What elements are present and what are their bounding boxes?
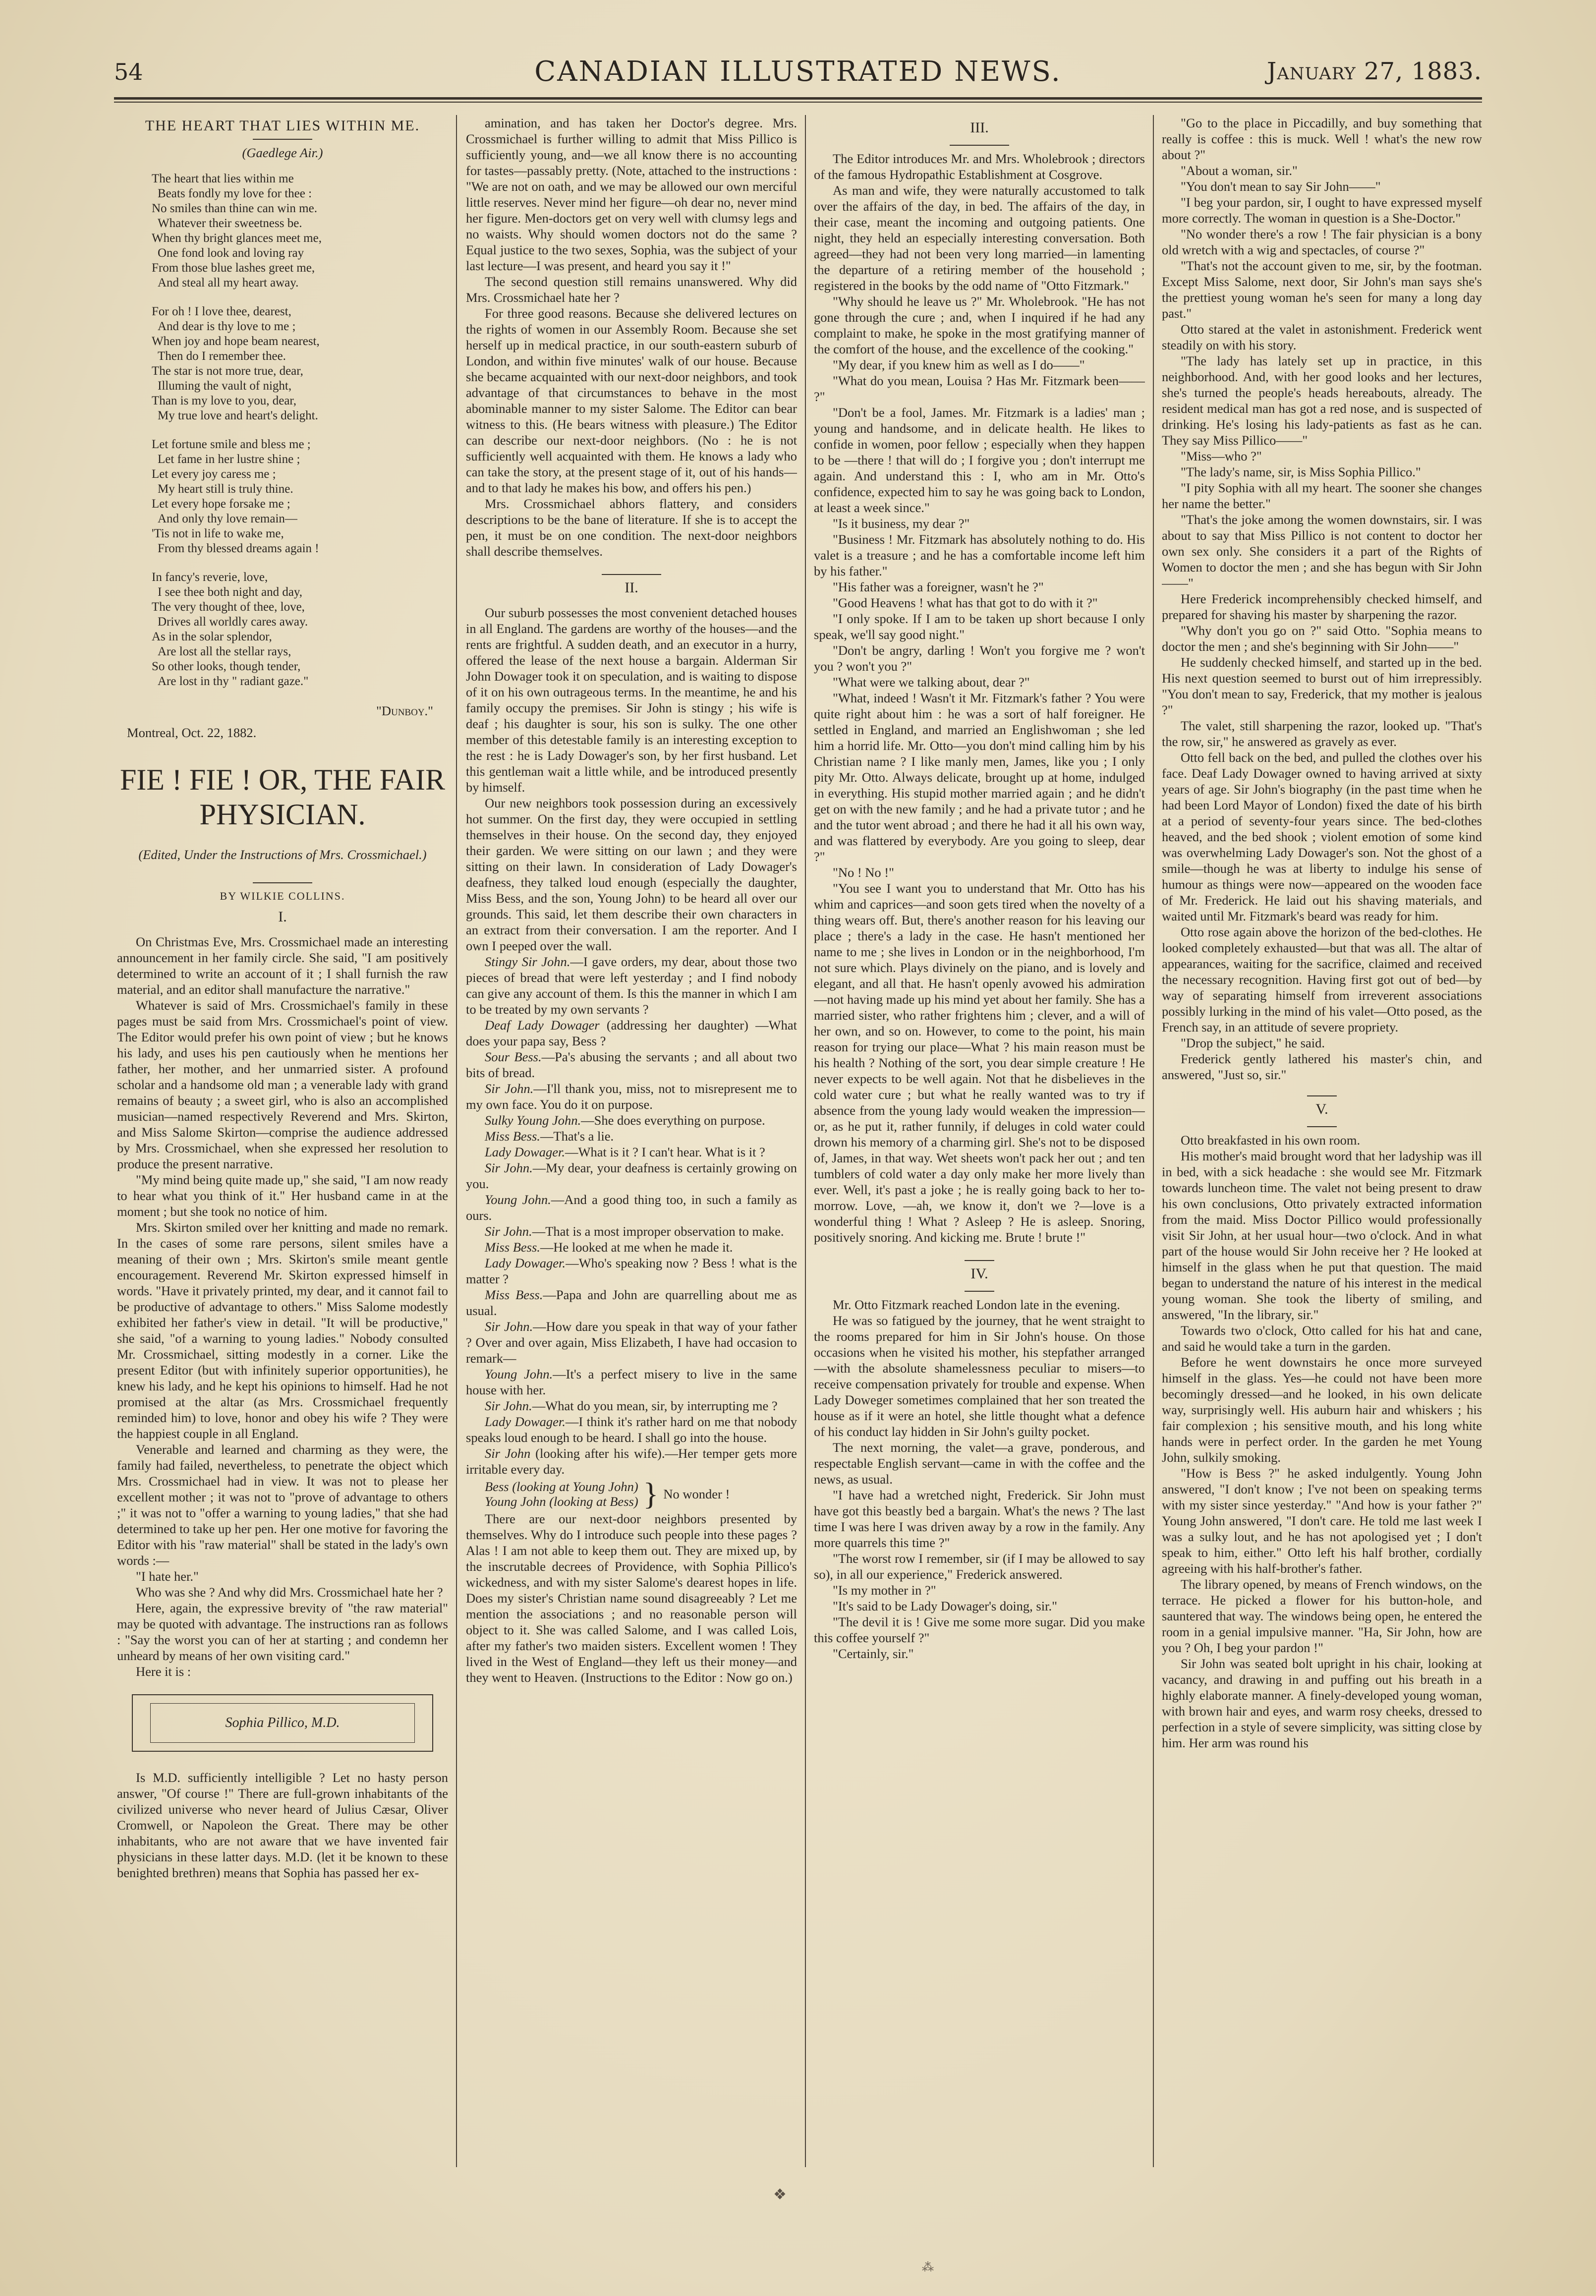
speech: —Papa and John are quarrelling about me as usual. xyxy=(466,1287,797,1318)
column-divider xyxy=(805,115,806,2167)
speaker-name: Sir John. xyxy=(485,1319,533,1334)
speech: —What do you mean, sir, by interrupting me ? xyxy=(532,1398,778,1413)
speaker-name: Lady Dowager. xyxy=(485,1145,565,1159)
divider xyxy=(950,145,1009,146)
story-editor-note: (Edited, Under the Instructions of Mrs. Crossmichael.) xyxy=(138,847,427,862)
paragraph: Who was she ? And why did Mrs. Crossmichael hate her ? xyxy=(136,1585,443,1600)
paragraph: The Editor introduces Mr. and Mrs. Wholebrook ; directors of the famous Hydropathic Establishment at Cosgrove. xyxy=(814,151,1145,182)
dialogue-line xyxy=(466,1366,797,1398)
speech: —I think it's rather hard on me that nobody speaks loud enough to be heard. I shall go into the house. xyxy=(466,1414,797,1445)
poem-line: Let every joy caress me ; xyxy=(152,467,276,481)
paragraph: "Why should he leave us ?" Mr. Wholebrook. "He has not gone through the cure ; and, when I inquired if he had any complaint to make, he spoke in the most gratifying manner of the comfort of the house, and the excellence of the cooking." xyxy=(814,294,1145,356)
paragraph: "You see I want you to understand that Mr. Otto has his whim and caprices—and soon gets tired when the novelty of a thing wears off. But, there's another reason for his leaving our place ; there's a lady in the case. He hasn't mentioned her name to me ; she lives in London or in the neighborhood, I'm not sure which. Plays divinely on the piano, and is lovely and elegant, and all that. He hasn't openly avowed his admiration—not having made up his mind yet about her family. She has a married sister, who rather frightens him ; clever, and a will of her own, and so on. However, to come to the point, his main reason for trying our place—What ? his main reason must be his health ? Nothing of the sort, you dear simple creature ! He never expects to be well again. Not that he disbelieves in the cold water cure ; but what he really wanted was to try if absence from the young lady would weaken the impression—or, as he put it, rather funnily, if deluges in cold water could drown his memory of a charming girl. She's not to be disposed of, James, in that way. Wet sheets won't pack her out ; and ten tumblers of cold water a day only make her more lively than ever. Well, it's past a joke ; he is really going back to her to-morrow. Love, —ah, we know it, don't we ?—love is a wonderful thing ! What ? Asleep ? He is asleep. Snoring, positively snoring. And kicking me. Brute ! brute !" xyxy=(814,881,1145,1245)
paragraph: "Go to the place in Piccadilly, and buy something that really is coffee : this is muck. Well ! what's the new row about ?" xyxy=(1162,115,1482,162)
paragraph: Here, again, the expressive brevity of "the raw material" may be quoted with advantage. The instructions ran as follows : "Say the worst you can of her at starting ; and condemn her unheard by means of her own visiting card." xyxy=(117,1601,448,1663)
paragraph: "I have had a wretched night, Frederick. Sir John must have got this beastly bed a bargain. What's the news ? The last time I was here I was driven away by a row in the family. Any more quarrels this time ?" xyxy=(814,1488,1145,1550)
speech: —I gave orders, my dear, about those two pieces of bread that were left yesterday ; and I find nobody can give any account of them. Is this the manner in which I am to be treated by my own servants ? xyxy=(466,954,797,1017)
paragraph: Is M.D. sufficiently intelligible ? Let no hasty person answer, "Of course !" There are full-grown inhabitants of the civilized universe who never heard of Julius Cæsar, Oliver Cromwell, or Napoleon the Great. There may be other inhabitants, who are not aware that we have invented fair physicians in these latter days. M.D. (let it be known to these benighted brethren) means that Sophia has passed her ex- xyxy=(117,1770,448,1880)
dialogue-line xyxy=(466,1144,797,1160)
divider xyxy=(965,1291,994,1292)
paragraph: Whatever is said of Mrs. Crossmichael's family in these pages must be said from Mrs. Crossmichael's point of view. The Editor would prefer his own point of view ; but he knows his lady, and uses his pen cautiously when he mentions her father, her mother, and her unmarried sister. A profound scholar and a handsome old man ; a venerable lady with grand remains of beauty ; a sweet girl, who is also an accomplished musician—named respectively Reverend and Mrs. Skirton, and Miss Salome Skirton—comprise the audience addressed by Mrs. Crossmichael, when she expressed her resolution to produce the present narrative. xyxy=(117,998,448,1171)
speech: —I'll thank you, miss, not to misrepresent me to my own face. You do it on purpose. xyxy=(466,1081,797,1112)
poem-dateline: Montreal, Oct. 22, 1882. xyxy=(127,725,257,740)
speech: —She does everything on purpose. xyxy=(581,1113,765,1128)
dialogue-line xyxy=(466,1398,797,1414)
poem-line: When thy bright glances meet me, xyxy=(152,231,322,245)
paragraph: "The worst row I remember, sir (if I may be allowed to say so), in all our experience," Frederick answered. xyxy=(814,1551,1145,1582)
poem-line: Than is my love to you, dear, xyxy=(152,394,296,407)
speech: (addressing her daughter) —What does your papa say, Bess ? xyxy=(466,1018,797,1048)
poem-line: As in the solar splendor, xyxy=(152,630,272,643)
dialogue-line xyxy=(466,1128,797,1144)
poem-stanza xyxy=(152,172,448,290)
poem-line: 'Tis not in life to wake me, xyxy=(152,527,284,540)
paragraph: There are our next-door neighbors presented by themselves. Why do I introduce such people into these pages ? Alas ! I am not able to keep them out. They are mixed up, by the inscrutable decrees of Providence, with Sophia Pillico's wickedness, and with my sister Salome's dearest hopes in life. Does my sister's Christian name sound disagreeably ? Let me mention the associations ; and no reasonable person will object to it. She was called Salome, and I was called Lois, after my father's two maiden sisters. Excellent women ! They lived in the West of England—they left us their money—and they went to Heaven. (Instructions to the Editor : Now go on.) xyxy=(466,1511,797,1685)
poem-line: From thy blessed dreams again ! xyxy=(158,542,319,555)
chapter-text xyxy=(117,1770,448,1881)
speaker-name: Miss Bess. xyxy=(485,1129,540,1144)
divider xyxy=(253,882,312,883)
speaker-name: Miss Bess. xyxy=(485,1287,543,1302)
dialogue-line xyxy=(466,1287,797,1319)
poem-line: Are lost all the stellar rays, xyxy=(158,645,291,658)
chapter-text xyxy=(1162,1132,1482,1751)
paragraph: Mrs. Crossmichael abhors flattery, and considers descriptions to be the bane of literature. If she is to accept the pen, it must be on one condition. The next-door neighbors shall describe themselves. xyxy=(466,496,797,559)
poem-line: Let fortune smile and bless me ; xyxy=(152,438,311,451)
paragraph: Otto rose again above the horizon of the bed-clothes. He looked completely exhausted—but that was all. The altar of appearances, waiting for the sacrifice, claimed and received the necessary recognition. Having first got out of bed—by way of separating himself from irreverent associations possibly lurking in the mind of his valet—Otto posed, as the French say, in an attitude of severe propriety. xyxy=(1162,924,1482,1034)
chapter-text xyxy=(466,605,797,954)
poem-line: Drives all worldly cares away. xyxy=(158,615,308,629)
paragraph: Mrs. Skirton smiled over her knitting and made no remark. In the cases of some rare persons, silent smiles have a meaning of their own ; Mrs. Skirton's smile meant gentle encouragement. Reverend Mr. Skirton expressed himself in words. "Have it privately printed, my dear, and it cannot fail to be productive of advantage to others." Miss Salome modestly exhibited her father's view in detail. "It will be productive," she said, "of a warning to young ladies." Nobody consulted Mr. Crossmichael, sitting modestly in a corner. Like the present Editor (but with infinitely superior opportunities), he knew his lady, and he kept his opinions to himself. Had he not promised at the altar (as Mrs. Crossmichael frequently reminded him) to love, honor and obey his wife ? They were the happiest couple in all England. xyxy=(117,1220,448,1441)
chapter-heading: IV. xyxy=(970,1265,988,1282)
poem-line: For oh ! I love thee, dearest, xyxy=(152,305,291,318)
paragraph: On Christmas Eve, Mrs. Crossmichael made an interesting announcement in her family circle. She said, "I am positively determined to write an account of it ; I shall furnish the raw material, and an editor shall manufacture the narrative." xyxy=(117,934,448,997)
paragraph: He was so fatigued by the journey, that he went straight to the rooms prepared for him in Sir John's house. On those occasions when he visited his mother, his stepfather arranged—with the absolute shamelessness peculiar to misers—to receive compensation privately for trouble and expense. When Lady Doweger sometimes complained that her son treated the house as if it were an hotel, she little thought what a defence of his conduct lay hidden in Sir John's guilty pocket. xyxy=(814,1313,1145,1439)
paragraph: Otto breakfasted in his own room. xyxy=(1181,1133,1361,1148)
poem-line: When joy and hope beam nearest, xyxy=(152,335,320,348)
divider xyxy=(602,574,661,575)
speaker-name: Lady Dowager. xyxy=(485,1414,566,1429)
dialogue-line xyxy=(466,1049,797,1081)
poem-line: Whatever their sweetness be. xyxy=(158,217,302,230)
speaker-name: Deaf Lady Dowager xyxy=(485,1018,600,1033)
poem-stanza xyxy=(152,304,448,423)
chapter-text xyxy=(814,1297,1145,1662)
brace: } xyxy=(643,1476,659,1511)
paragraph: "You don't mean to say Sir John——" xyxy=(1181,179,1381,194)
poem-line: Illuming the vault of night, xyxy=(158,379,292,393)
paragraph: "Drop the subject," he said. xyxy=(1181,1035,1325,1050)
paragraph: "I only spoke. If I am to be taken up short because I only speak, we'll say good night." xyxy=(814,611,1145,642)
poem-title: THE HEART THAT LIES WITHIN ME. xyxy=(145,117,420,134)
dialogue-line xyxy=(466,1239,797,1255)
poem-line: Are lost in thy " radiant gaze." xyxy=(158,675,309,688)
poem-line: One fond look and loving ray xyxy=(158,246,304,260)
paragraph: "No wonder there's a row ! The fair physician is a bony old wretch with a wig and spectacles, of course ?" xyxy=(1162,227,1482,257)
paragraph: Our new neighbors took possession during an excessively hot summer. On the first day, they were occupied in settling themselves in their house. On the second day, they enjoyed their garden. We were sitting on our lawn ; and they were sitting on their lawn. In consideration of Lady Dowager's deafness, they talked loud enough (especially the daughter, Miss Bess, and the son, Young John) to be heard all over our grounds. This said, let them describe their own characters in an extract from their conversation. I am the reporter. And I own I peeped over the wall. xyxy=(466,796,797,953)
paragraph: Otto stared at the valet in astonishment. Frederick went steadily on with his story. xyxy=(1162,322,1482,352)
paragraph: "The devil it is ! Give me some more sugar. Did you make this coffee yourself ?" xyxy=(814,1614,1145,1645)
printer-ornament: ⁂ xyxy=(922,2260,934,2274)
paragraph: "About a woman, sir." xyxy=(1181,163,1298,178)
speech: —It's a perfect misery to live in the same house with her. xyxy=(466,1367,797,1397)
column-divider xyxy=(456,115,457,2167)
paragraph: Here it is : xyxy=(136,1664,191,1679)
paragraph: "My dear, if you knew him as well as I do——" xyxy=(833,357,1085,372)
paragraph: The next morning, the valet—a grave, ponderous, and respectable English servant—came in with the coffee and the news, as usual. xyxy=(814,1440,1145,1487)
printer-ornament: ❖ xyxy=(773,2186,787,2203)
speech: —That is a most improper observation to make. xyxy=(532,1224,784,1239)
poem-air: (Gaedlege Air.) xyxy=(242,145,323,160)
paragraph: "I beg your pardon, sir, I ought to have expressed myself more correctly. The woman in question is a She-Doctor." xyxy=(1162,195,1482,226)
paragraph: Here Frederick incomprehensibly checked himself, and prepared for shaving his master by sharpening the razor. xyxy=(1162,591,1482,622)
dialogue-line xyxy=(466,1160,797,1192)
speaker-name: Lady Dowager. xyxy=(485,1256,566,1270)
dialogue-line xyxy=(466,1319,797,1366)
paragraph: "No ! No !" xyxy=(833,865,894,880)
poem-stanzas xyxy=(117,172,448,689)
chapter-heading: I. xyxy=(278,909,287,925)
column-1 xyxy=(117,115,448,2172)
speech: —How dare you speak in that way of your father ? Over and over again, Miss Elizabeth, I have had occasion to remark— xyxy=(466,1319,797,1366)
poem-line: Then do I remember thee. xyxy=(158,349,286,363)
paragraph: Venerable and learned and charming as they were, the family had failed, nevertheless, to penetrate the object which Mrs. Crossmichael had in view. It was not to please her excellent mother ; it was not to "prove of advantage to others ;" it was not to "offer a warning to young ladies," that she had determined to take up her pen. Her one motive for favoring the Editor with his "raw material" shall be stated in the lady's own words :— xyxy=(117,1442,448,1568)
paragraph: "Miss—who ?" xyxy=(1181,449,1262,463)
dialogue xyxy=(466,954,797,1477)
poem-line: I see thee both night and day, xyxy=(158,585,303,599)
paragraph: "It's said to be Lady Dowager's doing, sir." xyxy=(833,1599,1057,1613)
paragraph: "Is it business, my dear ?" xyxy=(833,516,970,531)
paragraph: His mother's maid brought word that her ladyship was ill in bed, with a sick headache : she would see Mr. Fitzmark towards luncheon time. The valet not being present to draw his own conclusions, Otto privately extracted information from the maid. Miss Doctor Pillico would professionally visit Sir John, at her usual hour—two o'clock. And in what part of the house would Sir John receive her ? He looked at himself in the glass when he put that question. The maid began to understand the nature of his interest in the medical young woman. She took the liberty of smiling, and answered, "In the library, sir." xyxy=(1162,1148,1482,1322)
poem-line: Let fame in her lustre shine ; xyxy=(158,453,300,466)
speaker-name: Sulky Young John. xyxy=(485,1113,581,1128)
column-3 xyxy=(814,115,1145,2172)
page-number: 54 xyxy=(114,58,143,85)
paragraph: "Don't be angry, darling ! Won't you forgive me ? won't you ? won't you ?" xyxy=(814,643,1145,674)
speech: —My dear, your deafness is certainly growing on you. xyxy=(466,1160,797,1191)
paragraph: "Why don't you go on ?" said Otto. "Sophia means to doctor the men ; and she's beginning with Sir John——" xyxy=(1162,623,1482,654)
chapter-text xyxy=(814,151,1145,1245)
dialogue-line xyxy=(466,1223,797,1239)
paragraph: Towards two o'clock, Otto called for his hat and cane, and said he would take a turn in the garden. xyxy=(1162,1323,1482,1354)
speaker-name: Sir John. xyxy=(485,1398,532,1413)
column-divider xyxy=(1153,115,1154,2167)
poem-signature: "Dunboy." xyxy=(376,703,433,718)
poem-line: My heart still is truly thine. xyxy=(158,482,293,496)
poem-line: From those blue lashes greet me, xyxy=(152,261,315,275)
paragraph: "What, indeed ! Wasn't it Mr. Fitzmark's father ? You were quite right about him : he was a sort of half foreigner. He settled in England, and married an Englishwoman ; she led him a horrid life. Mr. Otto—you don't mind calling him by his Christian name ? I like manly men, James, like you ; I only pity Mr. Otto. Always delicate, brought up at home, indulged in everything. His stupid mother married again ; and he didn't get on with the new family ; and he had a private tutor ; and he and the tutor went abroad ; and there he had it all his own way, and was flattered by everybody. Are you going to sleep, dear ?" xyxy=(814,690,1145,864)
visiting-card xyxy=(132,1694,433,1752)
dialogue-line xyxy=(466,1414,797,1445)
speaker-name: Sir John xyxy=(485,1446,531,1461)
poem-line: Let every hope forsake me ; xyxy=(152,497,290,511)
header-rule-thin xyxy=(114,102,1482,103)
poem-stanza xyxy=(152,437,448,556)
paragraph: Sir John was seated bolt upright in his chair, looking at vacancy, and drawing in and puffing out his breath in a highly elaborate manner. A finely-developed young woman, with brown hair and eyes, and warm rosy cheeks, dressed to perfection in a style of severe simplicity, was sitting close by him. Her arm was round his xyxy=(1162,1656,1482,1750)
paragraph: "His father was a foreigner, wasn't he ?" xyxy=(833,579,1044,594)
paragraph: "My mind being quite made up," she said, "I am now ready to hear what you think of it." Her husband came in at the moment ; but she took no notice of him. xyxy=(117,1172,448,1219)
paragraph: Otto fell back on the bed, and pulled the clothes over his face. Deaf Lady Dowager owned to having arrived at sixty years of age. Sir John's biography (in the past time when he had been Lord Mayor of London) fixed the date of his birth at a period of seventy-four years since. The bed-clothes heaved, and the bed shook ; violent emotion of some kind was overwhelming Lady Dowager's son. Not the ghost of a smile—though he was at liberty to indulge his sense of humour as things were now—appeared on the wooden face of Mr. Frederick. He laid out his shaving materials, and waited until Mr. Fitzmark's beard was ready for him. xyxy=(1162,750,1482,923)
dialogue-line xyxy=(466,954,797,1017)
paragraph: "Don't be a fool, James. Mr. Fitzmark is a ladies' man ; young and handsome, and in delicate health. He likes to confide in women, poor fellow ; especially when they happen to be —there ! that will do ; I forgive you ; don't interrupt me again. And understand this : I, who am in Mr. Otto's confidence, expected him to say he was going back to London, at least a week since." xyxy=(814,405,1145,515)
divider xyxy=(1307,1095,1337,1096)
bracket-speech: No wonder ! xyxy=(663,1487,730,1501)
chapter-heading: V. xyxy=(1315,1101,1328,1117)
speech: —Pa's abusing the servants ; and all about two bits of bread. xyxy=(466,1049,797,1080)
speech: —He looked at me when he made it. xyxy=(540,1240,733,1255)
paragraph: "Is my mother in ?" xyxy=(833,1583,936,1598)
paragraph: "I hate her." xyxy=(136,1569,199,1584)
paragraph: Our suburb possesses the most convenient detached houses in all England. The gardens are worthy of the houses—and the rents are frightful. A sudden death, and an executor in a hurry, offered the lease of the next house a bargain. Alderman Sir John Dowager took it on speculation, and is waiting to dispose of it on his own outrageous terms. In the meantime, he and his family occupy the premises. Sir John is stingy ; his wife is deaf ; his daughter is sour, his son is sulky. The one other member of this detestable family is an interesting exception to the rest : he is Lady Dowager's son, by her first husband. Let this gentleman wait a little while, and be introduced presently by himself. xyxy=(466,605,797,795)
paragraph: The second question still remains unanswered. Why did Mrs. Crossmichael hate her ? xyxy=(466,274,797,305)
poem-line: And only thy love remain— xyxy=(158,512,297,525)
chapter-heading: II. xyxy=(625,579,638,596)
story-title: FIE ! FIE ! OR, THE FAIR PHYSICIAN. xyxy=(119,763,446,831)
poem-line: Beats fondly my love for thee : xyxy=(158,187,312,200)
paragraph: "How is Bess ?" he asked indulgently. Young John answered, "I don't know ; I've not been on speaking terms with my sister since yesterday." "And how is your father ?" Young John answered, "I don't care. He told me last week I was a sulky lout, and he has not apologised yet ; I don't speak to him, either." Otto left his half brother, cordially agreeing with his half-brother's father. xyxy=(1162,1466,1482,1576)
speech: —And a good thing too, in such a family as ours. xyxy=(466,1192,797,1223)
speaker-name: Stingy Sir John. xyxy=(485,954,570,969)
paragraph: "I pity Sophia with all my heart. The sooner she changes her name the better." xyxy=(1162,480,1482,511)
paragraph: "The lady's name, sir, is Miss Sophia Pillico." xyxy=(1181,464,1421,479)
speaker-name: Sour Bess. xyxy=(485,1049,542,1064)
bracket-line: Young John (looking at Bess) xyxy=(485,1494,638,1509)
paragraph: He suddenly checked himself, and started up in the bed. His next question seemed to burst out of him irrepressibly. "You don't mean to say, Frederick, that my mother is jealous ?" xyxy=(1162,655,1482,717)
chapter-heading: III. xyxy=(970,119,989,136)
speech: —What is it ? I can't hear. What is it ? xyxy=(565,1145,765,1159)
dialogue-line xyxy=(466,1112,797,1128)
speaker-name: Sir John. xyxy=(485,1224,532,1239)
poem-line: And steal all my heart away. xyxy=(158,276,299,289)
story-byline: BY WILKIE COLLINS. xyxy=(220,890,345,902)
column-2 xyxy=(466,115,797,2172)
dialogue-line xyxy=(466,1445,797,1477)
paragraph: "What do you mean, Louisa ? Has Mr. Fitzmark been—— ?" xyxy=(814,373,1145,404)
column-4 xyxy=(1162,115,1482,2172)
poem-line: My true love and heart's delight. xyxy=(158,409,318,422)
visiting-card-text: Sophia Pillico, M.D. xyxy=(150,1703,415,1743)
paragraph: amination, and has taken her Doctor's degree. Mrs. Crossmichael is further willing to admit that Miss Pillico is sufficiently young, and—we all know there is no accounting for tastes—passably pretty. (Note, attached to the instructions : "We are not on oath, and we may be allowed our own merciful little reserves. Never mind her figure—oh dear no, never mind her figure. Men-doctors get on very well with clumsy legs and no waists. Why should women doctors not do the same ? Equal justice to the two sexes, Sophia, was the subject of your last lecture—I was present, and heard you say it !" xyxy=(466,115,797,273)
bracket-dialogue xyxy=(485,1476,797,1511)
paragraph: "Good Heavens ! what has that got to do with it ?" xyxy=(833,595,1098,610)
dialogue-line xyxy=(466,1255,797,1287)
poem-line: The very thought of thee, love, xyxy=(152,600,305,614)
chapter-text xyxy=(466,1511,797,1685)
paragraph: The valet, still sharpening the razor, looked up. "That's the row, sir," he answered as gravely as ever. xyxy=(1162,718,1482,749)
paragraph: "What were we talking about, dear ?" xyxy=(833,675,1030,689)
poem-line: So other looks, though tender, xyxy=(152,660,301,673)
speaker-name: Sir John. xyxy=(485,1160,533,1175)
chapter-text xyxy=(466,115,797,559)
paragraph: As man and wife, they were naturally accustomed to talk over the affairs of the day, in bed. The affairs of the day, in their case, meant the incoming and outgoing patients. One night, they held an especially interesting conversation. Both agreed—they had not been very long married—in lamenting the departure of a retiring member of the household ; registered in the books by the odd name of "Otto Fitzmark." xyxy=(814,183,1145,293)
poem-line: The star is not more true, dear, xyxy=(152,364,303,378)
paragraph: Frederick gently lathered his master's chin, and answered, "Just so, sir." xyxy=(1162,1051,1482,1082)
paragraph: Mr. Otto Fitzmark reached London late in the evening. xyxy=(833,1297,1120,1312)
paragraph: The library opened, by means of French windows, on the terrace. He picked a flower for his button-hole, and sauntered that way. The windows being open, he entered the room in a genial impulsive manner. "Ha, Sir John, how are you ? Oh, I beg your pardon !" xyxy=(1162,1577,1482,1655)
chapter-text xyxy=(1162,115,1482,1083)
chapter-text xyxy=(117,934,448,1679)
speech: —Who's speaking now ? Bess ! what is the matter ? xyxy=(466,1256,797,1286)
speech: —That's a lie. xyxy=(540,1129,614,1144)
dialogue-line xyxy=(466,1017,797,1049)
paragraph: "Business ! Mr. Fitzmark has absolutely nothing to do. His valet is a treasure ; and he has a comfortable income left him by his father." xyxy=(814,532,1145,578)
poem-line: The heart that lies within me xyxy=(152,172,294,185)
paragraph: "That's not the account given to me, sir, by the footman. Except Miss Salome, next door, Sir John's man says she's the prettiest young woman he's seen for many a long day past." xyxy=(1162,258,1482,321)
divider xyxy=(1307,1126,1337,1127)
speaker-name: Young John. xyxy=(485,1192,551,1207)
dialogue-line xyxy=(466,1192,797,1223)
speaker-name: Miss Bess. xyxy=(485,1240,540,1255)
paragraph: For three good reasons. Because she delivered lectures on the rights of women in our Assembly Room. Because she set herself up in medical practice, in our south-eastern suburb of London, and within five minutes' walk of our house. Because she became acquainted with our next-door neighbors, and took advantage of that circumstances to behave in the most abominable manner to my sister Salome. The Editor can bear witness to this. (He bears witness with pleasure.) The Editor can describe our next-door neighbors. (No : he is not sufficiently well acquainted with them. He knows a lady who can take the story, at the present stage of it, out of his hands—and to that lady he makes his bow, and offers his pen.) xyxy=(466,306,797,495)
issue-date: January 27, 1883. xyxy=(1267,57,1482,85)
poem-line: No smiles than thine can win me. xyxy=(152,202,317,215)
speech: (looking after his wife).—Her temper gets more irritable every day. xyxy=(466,1446,797,1477)
poem-line: And dear is thy love to me ; xyxy=(158,320,296,333)
paragraph: "The lady has lately set up in practice, in this neighborhood. And, with her good looks and her lectures, she's turned the people's heads hereabouts, already. The resident medical man has got a red nose, and is suspected of drinking. He's losing his lady-patients as fast as he can. They say Miss Pillico——" xyxy=(1162,353,1482,448)
poem-stanza xyxy=(152,570,448,689)
paragraph: "That's the joke among the women downstairs, sir. I was about to say that Miss Pillico is not content to doctor her own sex only. She considers it a part of the Rights of Women to doctor the men ; and she has begun with Sir John——" xyxy=(1162,512,1482,590)
page-header xyxy=(114,54,1482,98)
paragraph: Before he went downstairs he once more surveyed himself in the glass. Yes—he could not have been more becomingly dressed—and he looked, in his own delicate way, surprisingly well. His auburn hair and whiskers ; his fair complexion ; his sensitive mouth, and his long white hands were in perfect order. In the garden he met Young John, sulkily smoking. xyxy=(1162,1355,1482,1465)
bracket-line: Bess (looking at Young John) xyxy=(485,1479,638,1494)
header-rule xyxy=(114,97,1482,100)
dialogue-line xyxy=(466,1081,797,1112)
paragraph: "Certainly, sir." xyxy=(833,1646,914,1661)
divider xyxy=(253,139,312,140)
divider xyxy=(965,1260,994,1261)
speaker-name: Sir John. xyxy=(485,1081,534,1096)
speaker-name: Young John. xyxy=(485,1367,553,1381)
newspaper-title: CANADIAN ILLUSTRATED NEWS. xyxy=(534,56,1062,88)
poem-line: In fancy's reverie, love, xyxy=(152,571,268,584)
